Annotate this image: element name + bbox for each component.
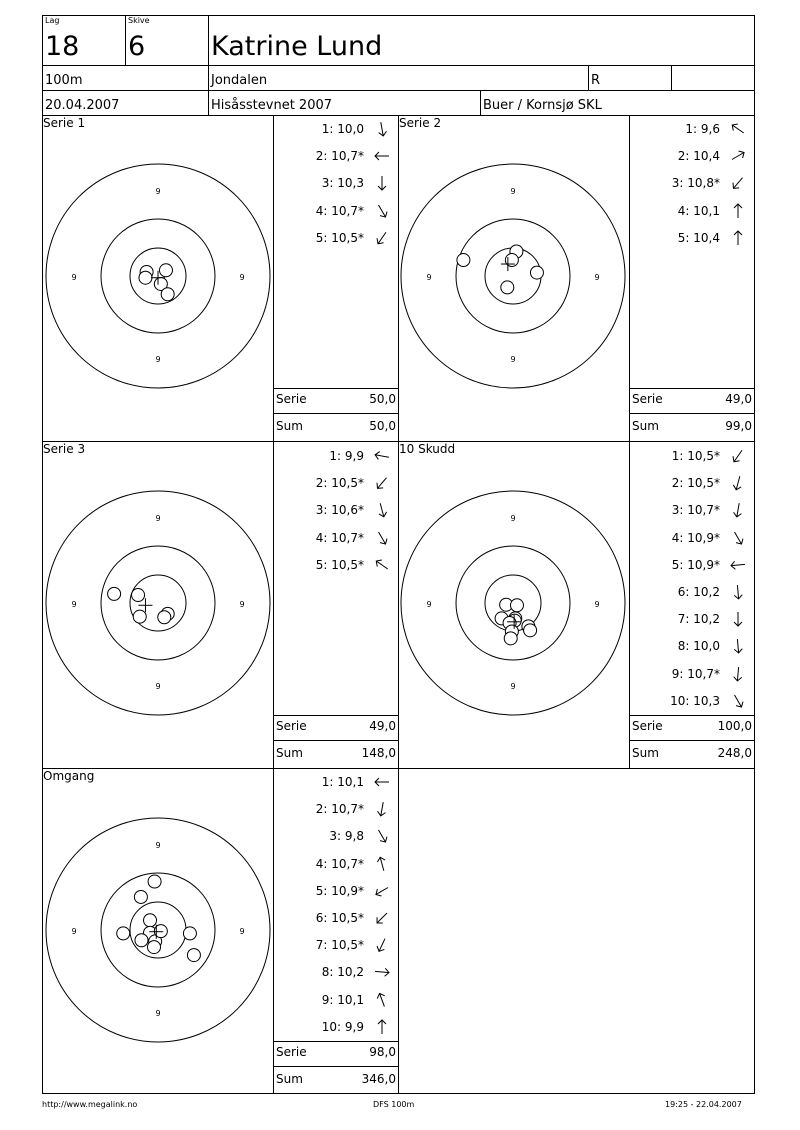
shot-hole <box>135 934 148 947</box>
shot-row <box>274 204 364 220</box>
ring-label: 9 <box>594 600 600 609</box>
distance: 100m <box>45 73 83 88</box>
shot-row <box>630 558 720 574</box>
skive-label: Skive <box>128 16 150 25</box>
sum-value: 148,0 <box>361 746 396 760</box>
shot-hole <box>530 266 543 279</box>
target-diagram <box>393 483 633 723</box>
panel-title: Omgang <box>43 769 95 783</box>
shot-hole <box>108 587 121 600</box>
target-diagram <box>393 156 633 396</box>
summary-divider <box>274 740 398 741</box>
shot-score: 3: 10,8* <box>671 176 720 191</box>
shot-score: 1: 10,5* <box>671 449 720 463</box>
direction-arrow-icon <box>372 799 392 819</box>
shot-score: 6: 10,5* <box>315 911 364 925</box>
shot-row <box>630 231 720 247</box>
serie-label: Serie <box>276 1045 307 1059</box>
direction-arrow-icon <box>728 173 748 193</box>
direction-arrow-icon <box>372 854 392 874</box>
header-vline-d <box>671 65 672 90</box>
direction-arrow-icon <box>372 173 392 193</box>
shot-score: 9: 10,7* <box>671 666 720 681</box>
shot-hole <box>505 254 518 267</box>
sum-label: Sum <box>276 746 303 760</box>
sum-value: 346,0 <box>361 1072 396 1086</box>
shot-hole <box>159 264 172 277</box>
skive-value: 6 <box>128 31 146 62</box>
serie-label: Serie <box>632 719 663 733</box>
shot-row <box>274 231 364 247</box>
shot-row <box>630 476 720 492</box>
shot-row <box>274 503 364 519</box>
direction-arrow-icon <box>728 636 748 656</box>
footer-center: DFS 100m <box>373 1100 415 1109</box>
summary-divider <box>274 413 398 414</box>
shot-row <box>274 531 364 547</box>
direction-arrow-icon <box>372 990 392 1010</box>
shot-hole <box>117 927 130 940</box>
shot-score: 4: 10,9* <box>671 530 720 545</box>
shot-row <box>274 476 364 492</box>
shot-hole <box>501 281 514 294</box>
shot-row <box>630 639 720 655</box>
ring-label: 9 <box>155 187 161 196</box>
footer-timestamp: 19:25 - 22.04.2007 <box>665 1100 742 1109</box>
summary-divider <box>630 740 754 741</box>
ring-label: 9 <box>510 514 516 523</box>
direction-arrow-icon <box>728 446 748 466</box>
ring-label: 9 <box>510 682 516 691</box>
shot-score: 3: 10,3 <box>321 176 364 191</box>
shot-hole <box>133 610 146 623</box>
shot-row <box>274 965 364 981</box>
direction-arrow-icon <box>728 664 748 684</box>
shot-score: 3: 9,8 <box>329 829 364 844</box>
sum-value: 99,0 <box>725 419 752 433</box>
direction-arrow-icon <box>728 228 748 248</box>
lag-label: Lag <box>45 16 60 25</box>
event-name: Hisåsstevnet 2007 <box>211 98 333 113</box>
target-diagram <box>38 483 278 723</box>
summary-divider <box>274 715 398 716</box>
shot-row <box>630 667 720 683</box>
panel-title: Serie 2 <box>399 116 442 130</box>
summary-divider <box>274 1041 398 1042</box>
direction-arrow-icon <box>372 935 392 955</box>
shot-score: 5: 10,5* <box>315 557 364 572</box>
shot-hole <box>457 254 470 267</box>
header-vline-e <box>480 90 481 115</box>
class: R <box>591 73 601 88</box>
shot-row <box>274 884 364 900</box>
ring-label: 9 <box>155 841 161 850</box>
direction-arrow-icon <box>728 691 748 711</box>
direction-arrow-icon <box>372 500 392 520</box>
direction-arrow-icon <box>372 962 392 982</box>
shot-row <box>274 122 364 138</box>
direction-arrow-icon <box>728 473 748 493</box>
shot-hole <box>504 632 517 645</box>
serie-value: 50,0 <box>369 392 396 406</box>
sum-value: 248,0 <box>717 746 752 760</box>
shot-score: 7: 10,2 <box>677 612 720 627</box>
frame-right <box>754 15 755 1094</box>
shot-row <box>274 938 364 954</box>
shot-row <box>630 585 720 601</box>
ring-label: 9 <box>155 355 161 364</box>
shot-score: 8: 10,2 <box>321 965 364 980</box>
shot-score: 4: 10,1 <box>677 203 720 218</box>
header-vline-a <box>125 15 126 65</box>
shot-score: 3: 10,6* <box>315 503 364 518</box>
sum-label: Sum <box>276 1072 303 1086</box>
header-vline-b <box>208 15 209 115</box>
shot-hole <box>187 949 200 962</box>
direction-arrow-icon <box>372 555 392 575</box>
shot-score: 3: 10,7* <box>671 503 720 518</box>
shot-row <box>274 558 364 574</box>
lag-value: 18 <box>45 31 80 62</box>
summary-divider <box>274 1066 398 1067</box>
shot-hole <box>148 875 161 888</box>
direction-arrow-icon <box>372 201 392 221</box>
shot-row <box>630 122 720 138</box>
shot-row <box>630 449 720 465</box>
panel-title: Serie 3 <box>43 442 86 456</box>
shot-score: 7: 10,5* <box>315 938 364 953</box>
shot-row <box>630 503 720 519</box>
shot-hole <box>132 589 145 602</box>
shot-score: 1: 10,0 <box>321 122 364 136</box>
shot-hole <box>183 927 196 940</box>
shot-score: 1: 10,1 <box>321 775 364 789</box>
location: Buer / Kornsjø SKL <box>483 98 602 113</box>
shot-row <box>630 149 720 165</box>
serie-value: 100,0 <box>717 719 752 733</box>
ring-label: 9 <box>71 927 77 936</box>
ring-label: 9 <box>155 514 161 523</box>
date: 20.04.2007 <box>45 98 120 113</box>
summary-divider <box>274 388 398 389</box>
shot-score: 4: 10,7* <box>315 856 364 871</box>
shot-score: 2: 10,7* <box>315 802 364 817</box>
shot-hole <box>524 624 537 637</box>
sum-value: 50,0 <box>369 419 396 433</box>
serie-value: 49,0 <box>725 392 752 406</box>
shot-row <box>630 612 720 628</box>
direction-arrow-icon <box>372 528 392 548</box>
header-line-2 <box>42 90 754 91</box>
sum-label: Sum <box>632 746 659 760</box>
shot-row <box>274 775 364 791</box>
ring-label: 9 <box>239 927 245 936</box>
shot-score: 5: 10,9* <box>315 883 364 898</box>
shot-row <box>274 176 364 192</box>
shot-score: 9: 10,1 <box>321 992 364 1007</box>
direction-arrow-icon <box>728 201 748 221</box>
summary-divider <box>630 715 754 716</box>
shot-score: 2: 10,7* <box>315 149 364 164</box>
direction-arrow-icon <box>372 146 392 166</box>
direction-arrow-icon <box>372 228 392 248</box>
shot-hole <box>510 599 523 612</box>
serie-value: 98,0 <box>369 1045 396 1059</box>
panel-title: 10 Skudd <box>399 442 456 456</box>
ring-label: 9 <box>239 600 245 609</box>
sum-label: Sum <box>276 419 303 433</box>
direction-arrow-icon <box>372 772 392 792</box>
shot-row <box>274 802 364 818</box>
direction-arrow-icon <box>372 826 392 846</box>
shot-hole <box>148 941 161 954</box>
summary-divider <box>630 413 754 414</box>
shot-score: 10: 10,3 <box>670 693 720 708</box>
ring-label: 9 <box>239 273 245 282</box>
ring-label: 9 <box>71 600 77 609</box>
direction-arrow-icon <box>728 555 748 575</box>
direction-arrow-icon <box>728 528 748 548</box>
shot-row <box>274 829 364 845</box>
direction-arrow-icon <box>372 446 392 466</box>
ring-label: 9 <box>426 273 432 282</box>
sum-label: Sum <box>632 419 659 433</box>
shot-score: 5: 10,9* <box>671 557 720 572</box>
shot-score: 8: 10,0 <box>677 639 720 654</box>
target-diagram <box>38 156 278 396</box>
shot-score: 2: 10,5* <box>671 476 720 491</box>
serie-label: Serie <box>276 719 307 733</box>
header-line-1 <box>42 65 754 66</box>
ring-label: 9 <box>155 682 161 691</box>
shot-score: 4: 10,7* <box>315 203 364 218</box>
shot-hole <box>144 914 157 927</box>
direction-arrow-icon <box>372 473 392 493</box>
shot-score: 5: 10,5* <box>315 230 364 245</box>
shot-row <box>630 204 720 220</box>
shot-row <box>630 531 720 547</box>
shot-score: 5: 10,4 <box>677 230 720 245</box>
ring-label: 9 <box>510 187 516 196</box>
ring-label: 9 <box>155 1009 161 1018</box>
shot-row <box>274 1020 364 1036</box>
panel-title: Serie 1 <box>43 116 86 130</box>
direction-arrow-icon <box>372 119 392 139</box>
shooter-name: Katrine Lund <box>211 31 383 62</box>
direction-arrow-icon <box>728 146 748 166</box>
direction-arrow-icon <box>372 881 392 901</box>
target-ring <box>101 546 215 660</box>
ring-label: 9 <box>594 273 600 282</box>
serie-value: 49,0 <box>369 719 396 733</box>
shot-row <box>630 176 720 192</box>
shot-hole <box>134 890 147 903</box>
summary-divider <box>630 388 754 389</box>
shot-hole <box>161 288 174 301</box>
shot-row <box>274 149 364 165</box>
club: Jondalen <box>211 73 268 88</box>
shot-row <box>274 449 364 465</box>
shot-score: 10: 9,9 <box>321 1019 364 1034</box>
shot-row <box>630 694 720 710</box>
direction-arrow-icon <box>728 582 748 602</box>
direction-arrow-icon <box>372 908 392 928</box>
serie-label: Serie <box>632 392 663 406</box>
shot-score: 1: 9,6 <box>685 122 720 136</box>
ring-label: 9 <box>426 600 432 609</box>
header-vline-c <box>588 65 589 90</box>
direction-arrow-icon <box>728 119 748 139</box>
target-ring <box>456 219 570 333</box>
shot-score: 4: 10,7* <box>315 530 364 545</box>
ring-label: 9 <box>71 273 77 282</box>
direction-arrow-icon <box>728 500 748 520</box>
serie-label: Serie <box>276 392 307 406</box>
shot-row <box>274 911 364 927</box>
shot-score: 6: 10,2 <box>677 585 720 599</box>
direction-arrow-icon <box>372 1017 392 1037</box>
shot-row <box>274 857 364 873</box>
shot-row <box>274 993 364 1009</box>
shot-score: 1: 9,9 <box>329 449 364 463</box>
shot-score: 2: 10,4 <box>677 149 720 164</box>
ring-label: 9 <box>510 355 516 364</box>
target-diagram <box>38 810 278 1050</box>
shot-score: 2: 10,5* <box>315 476 364 491</box>
shot-hole <box>139 271 152 284</box>
direction-arrow-icon <box>728 609 748 629</box>
footer-url: http://www.megalink.no <box>42 1100 138 1109</box>
shot-hole <box>158 611 171 624</box>
